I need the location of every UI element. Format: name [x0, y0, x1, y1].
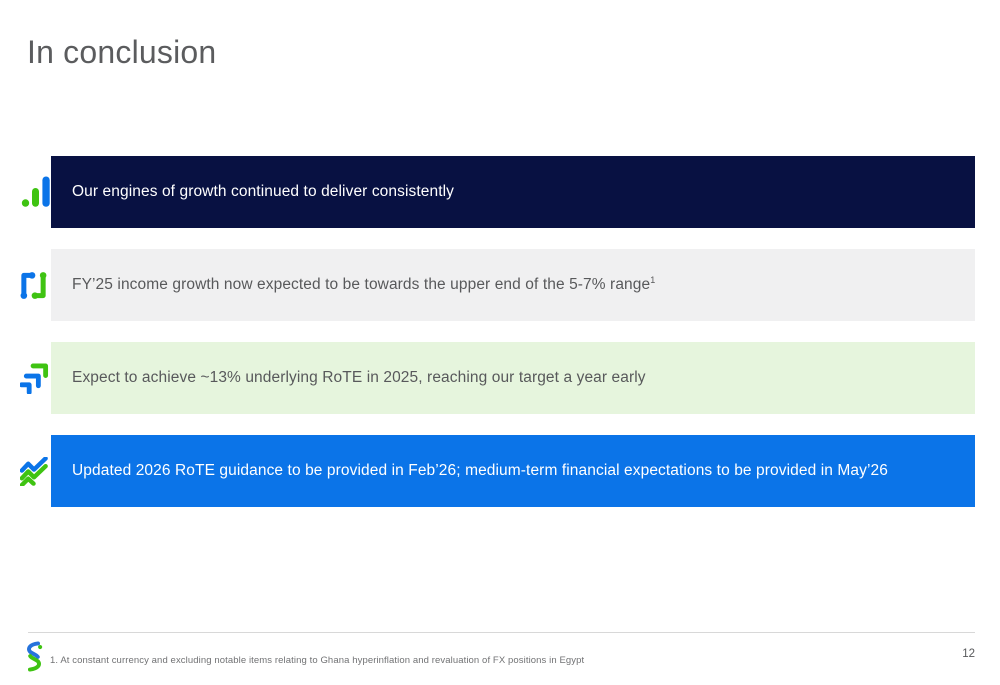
- page-title: In conclusion: [27, 34, 217, 70]
- conclusion-row-1: [20, 156, 975, 228]
- conclusion-row-4: [20, 435, 975, 507]
- double-check-icon-svg: [20, 457, 48, 486]
- footer-divider: [28, 632, 975, 633]
- conclusion-rows: [20, 156, 975, 528]
- page-number: 12: [962, 648, 975, 660]
- linked-nodes-icon-svg: [20, 272, 47, 299]
- statement-text-1: Our engines of growth continued to deliver consistently: [72, 183, 455, 200]
- footnote-text: 1. At constant currency and excluding notable items relating to Ghana hyperinflation and revaluation of FX positions in Egypt: [50, 655, 585, 666]
- conclusion-row-2: [20, 249, 975, 321]
- statement-text-2: FY’25 income growth now expected to be towards the upper end of the 5-7% range: [72, 276, 651, 293]
- statement-text-3: Expect to achieve ~13% underlying RoTE in 2025, reaching our target a year early: [72, 369, 646, 386]
- growth-chart-icon: [20, 173, 51, 211]
- statement-bar-4: [51, 435, 975, 507]
- statement-bar-1: [51, 156, 975, 228]
- step-arrows-icon: [20, 363, 51, 394]
- standard-chartered-logo-icon: [25, 641, 43, 672]
- step-arrows-icon-svg: [20, 363, 49, 394]
- statement-text-4: Updated 2026 RoTE guidance to be provided in Feb’26; medium-term financial expectations to be provided in May’26: [72, 462, 888, 479]
- linked-nodes-icon: [20, 272, 51, 299]
- statement-bar-3: [51, 342, 975, 414]
- growth-chart-icon-svg: [20, 173, 50, 211]
- double-check-icon: [20, 457, 51, 486]
- trustmark-svg: [25, 641, 43, 672]
- conclusion-row-3: [20, 342, 975, 414]
- statement-bar-2: FY’25 income growth now expected to be towards the upper end of the 5-7% range $^1$: [51, 249, 975, 321]
